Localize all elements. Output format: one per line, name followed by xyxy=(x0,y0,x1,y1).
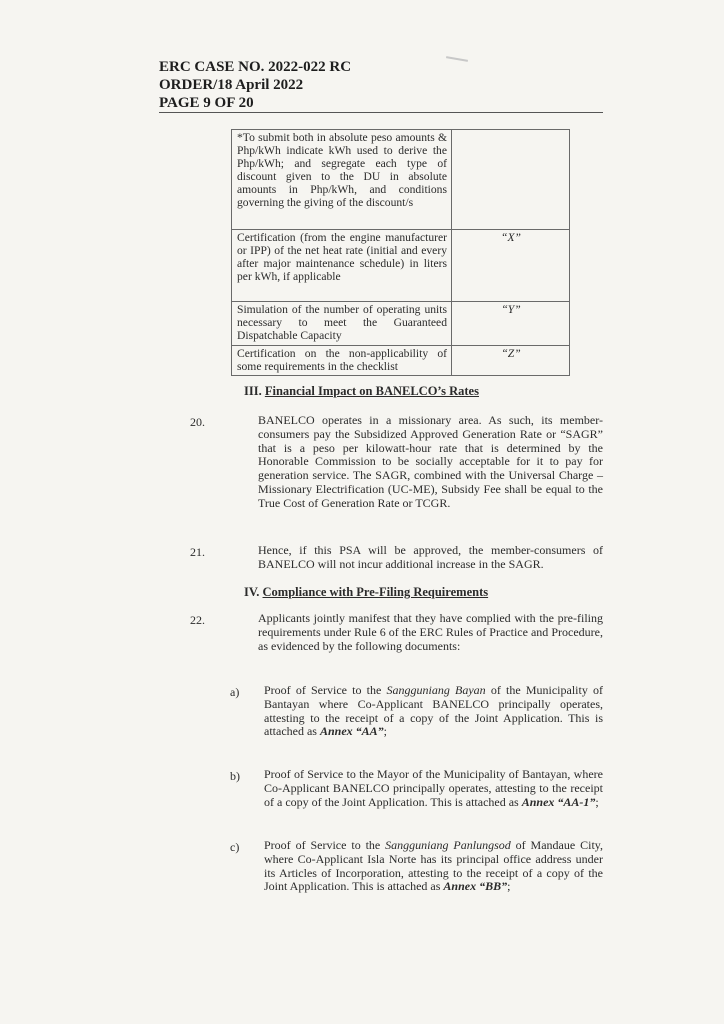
paragraph-22: Applicants jointly manifest that they have complied with the pre-filing requirements under Rule 6 of the ERC Rules of Practice and Procedure, as evidenced by the following documents: xyxy=(258,611,603,653)
requirement-cell: Certification (from the engine manufacturer or IPP) of the net heat rate (initial and every after major maintenance schedule) in liters per kWh, if applicable xyxy=(232,230,452,302)
list-item-letter: b) xyxy=(230,769,240,783)
annex-cell: “X” xyxy=(452,230,570,302)
table-row xyxy=(232,346,570,376)
requirement-cell: Simulation of the number of operating units necessary to meet the Guaranteed Dispatchable Capacity xyxy=(232,302,452,346)
section-numeral: III. xyxy=(244,384,262,398)
list-item: Proof of Service to the Sangguniang Bayan of the Municipality of Bantayan where Co-Applicant BANELCO principally operates, attesting to the receipt of a copy of the Joint Application. This is attached as Annex “AA”; xyxy=(264,683,603,739)
scan-artifact xyxy=(446,56,468,62)
paragraph-20: BANELCO operates in a missionary area. As such, its member-consumers pay the Subsidized Approved Generation Rate or “SAGR” that is a peso per kilowatt-hour rate that is determined by the Honorable Commission to be socially acceptable for it to pay for generation service. The SAGR, combined with the Universal Charge – Missionary Electrification (UC-ME), Subsidy Fee shall be equal to the True Cost of Generation Rate or TCGR. xyxy=(258,413,603,510)
annex-cell: “Z” xyxy=(452,346,570,376)
section-heading-iii xyxy=(244,384,479,399)
case-number: ERC CASE NO. 2022-022 RC xyxy=(159,59,352,75)
section-heading-iv xyxy=(244,585,488,600)
paragraph-21: Hence, if this PSA will be approved, the member-consumers of BANELCO will not incur additional increase in the SAGR. xyxy=(258,543,603,571)
document-header xyxy=(159,58,351,112)
list-item: Proof of Service to the Sangguniang Panlungsod of Mandaue City, where Co-Applicant Isla Norte has its principal office address under its Articles of Incorporation, attesting to the receipt of a copy of the Joint Application. This is attached as Annex “BB”; xyxy=(264,838,604,894)
section-numeral: IV. xyxy=(244,585,260,599)
list-item: Proof of Service to the Mayor of the Municipality of Bantayan, where Co-Applicant BANELCO principally operates, attesting to the receipt of a copy of the Joint Application. This is attached as Annex “AA-1”; xyxy=(264,767,603,809)
section-title: Compliance with Pre-Filing Requirements xyxy=(262,585,489,599)
annex-cell xyxy=(452,130,570,230)
list-item-letter: a) xyxy=(230,685,240,699)
requirement-cell: *To submit both in absolute peso amounts & Php/kWh indicate kWh used to derive the Php/kWh; and segregate each type of discount given to the DU in absolute amounts in Php/kWh, and conditions governing the giving of the discount/s xyxy=(232,130,452,230)
checklist-table xyxy=(231,129,570,376)
page-number: PAGE 9 OF 20 xyxy=(159,95,254,111)
table-row xyxy=(232,230,570,302)
table-row xyxy=(232,302,570,346)
paragraph-number: 20. xyxy=(190,415,205,429)
paragraph-number: 21. xyxy=(190,545,205,559)
section-title: Financial Impact on BANELCO’s Rates xyxy=(264,384,479,398)
order-date: ORDER/18 April 2022 xyxy=(159,77,304,93)
header-divider xyxy=(159,112,603,113)
annex-cell: “Y” xyxy=(452,302,570,346)
paragraph-number: 22. xyxy=(190,613,205,627)
list-item-letter: c) xyxy=(230,840,240,854)
table-row xyxy=(232,130,570,230)
requirement-cell: Certification on the non-applicability of some requirements in the checklist xyxy=(232,346,452,376)
